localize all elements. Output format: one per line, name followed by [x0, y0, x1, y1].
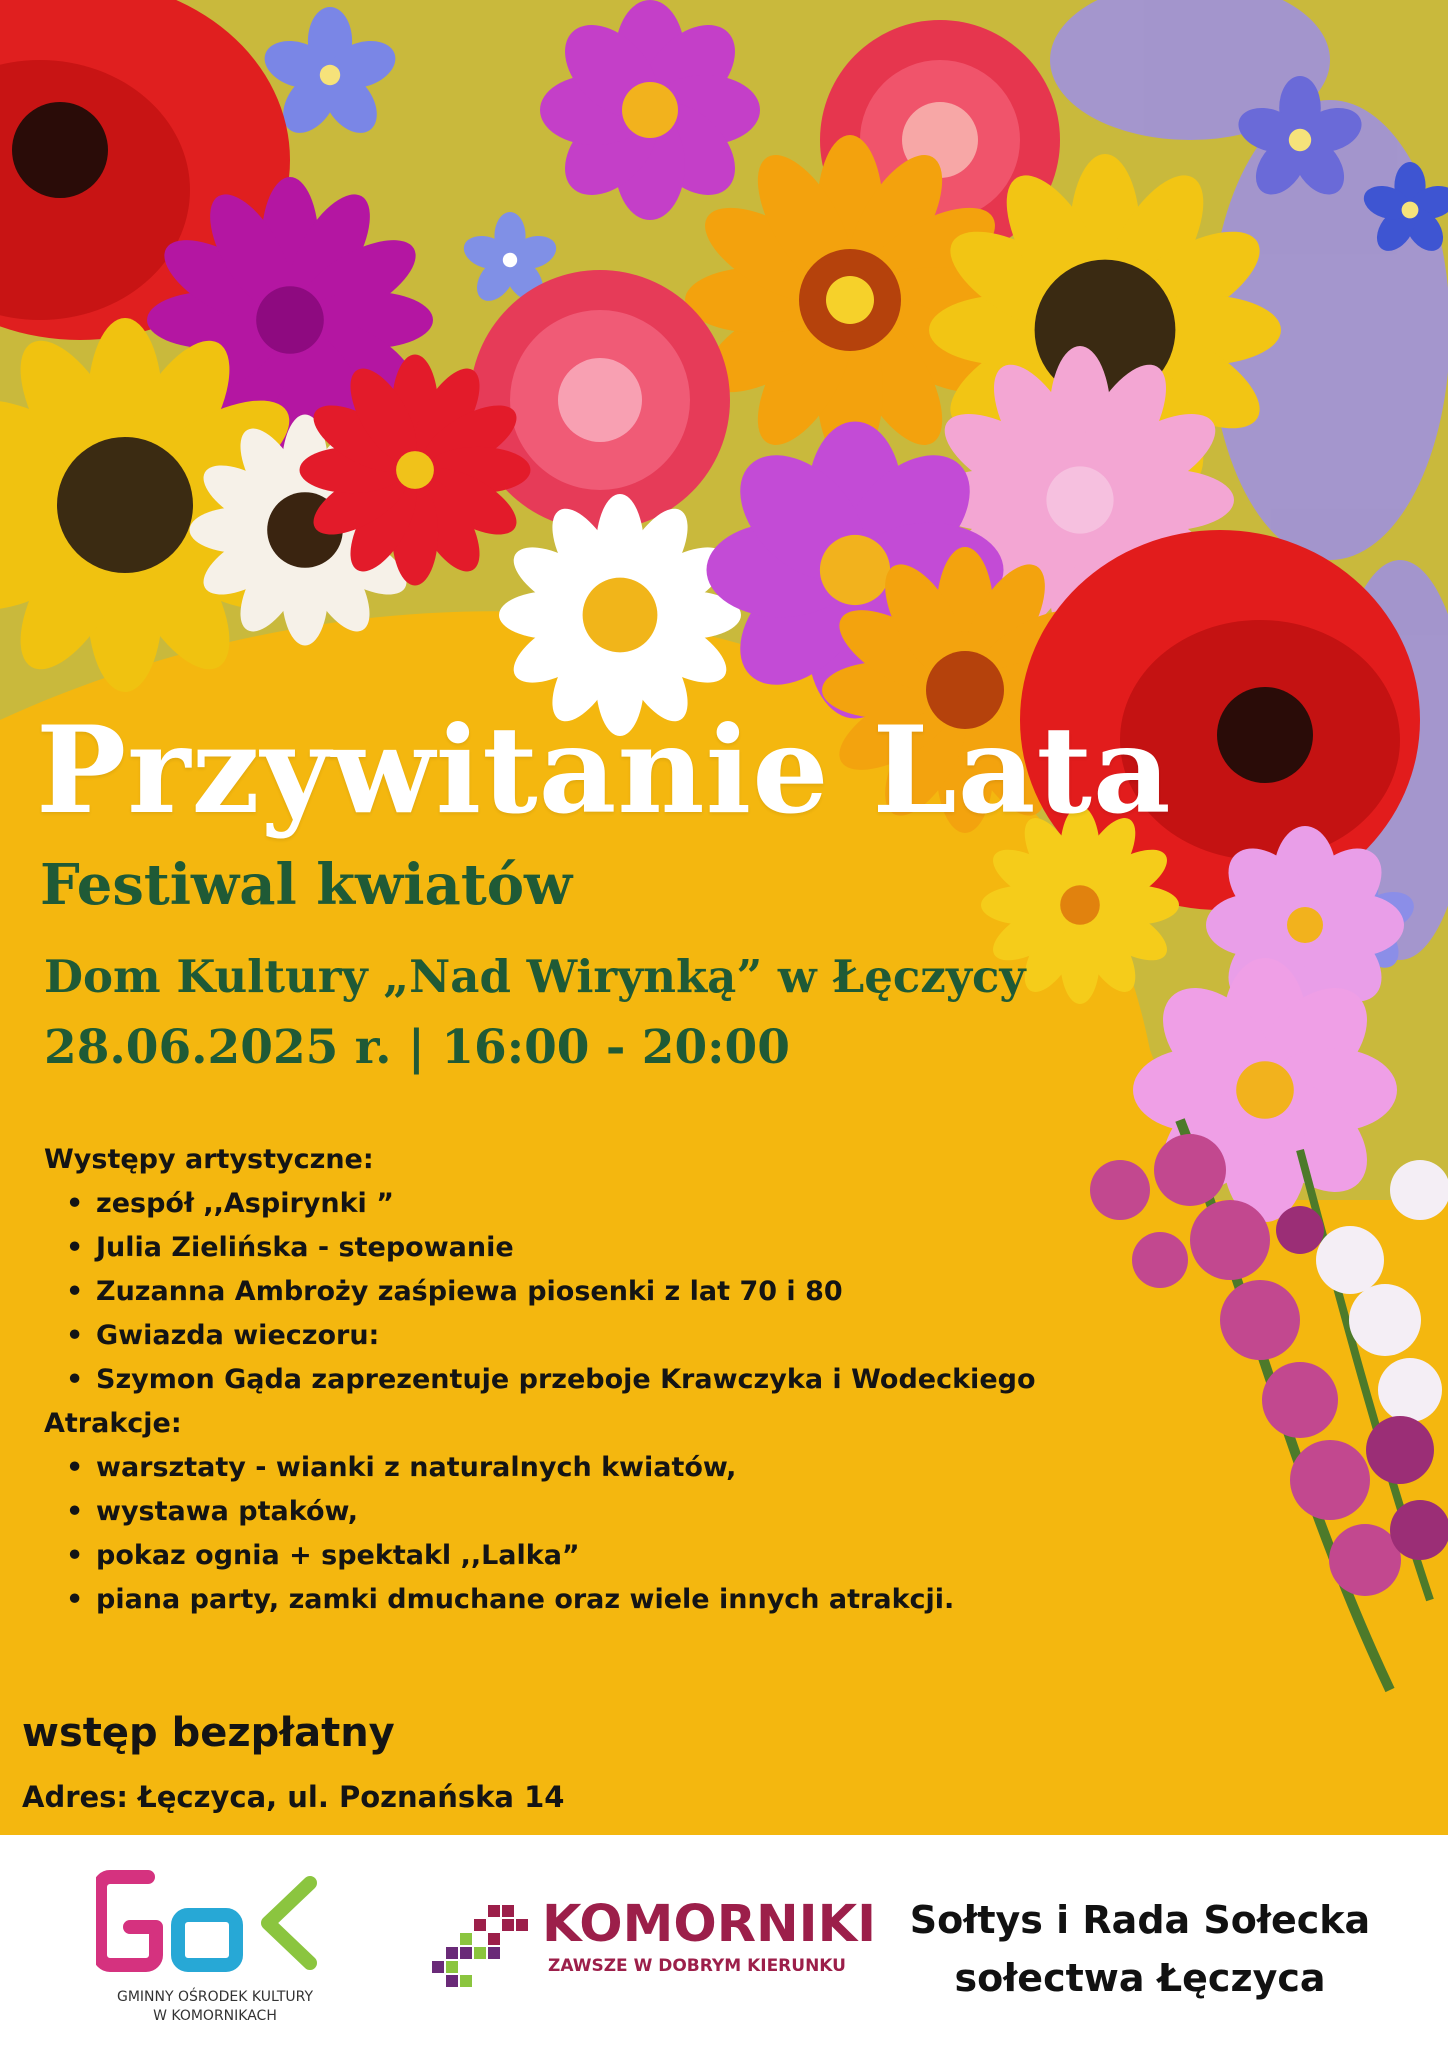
gok-caption: [70, 1988, 360, 2026]
attractions-list: [44, 1446, 1036, 1622]
address-line: Adres: Łęczyca, ul. Poznańska 14: [22, 1780, 565, 1814]
event-title: Przywitanie Lata: [36, 700, 1172, 841]
list-item: • pokaz ognia + spektakl ,,Lalka”: [44, 1534, 1036, 1578]
performances-heading: Występy artystyczne:: [44, 1144, 374, 1175]
soltys-line1: Sołtys i Rada Sołecka: [909, 1898, 1371, 1942]
list-item: • wystawa ptaków,: [44, 1490, 1036, 1534]
event-subtitle: Festiwal kwiatów: [40, 852, 573, 918]
soltys-line2: sołectwa Łęczyca: [954, 1956, 1326, 2000]
attractions-heading: Atrakcje:: [44, 1408, 182, 1439]
free-entry-note: wstęp bezpłatny: [22, 1710, 395, 1756]
list-item: • Szymon Gąda zaprezentuje przeboje Krawczyka i Wodeckiego: [44, 1358, 1036, 1402]
gok-caption-line2: W KOMORNIKACH: [153, 2008, 277, 2024]
gok-logo-icon: [96, 1869, 326, 1975]
date-time-line: 28.06.2025 r. | 16:00 - 20:00: [44, 1020, 790, 1075]
list-item: • zespół ,,Aspirynki ”: [44, 1182, 1036, 1226]
gok-caption-line1: GMINNY OŚRODEK KULTURY: [116, 1989, 314, 2005]
list-item: • piana party, zamki dmuchane oraz wiele innych atrakcji.: [44, 1578, 1036, 1622]
list-item: • Julia Zielińska - stepowanie: [44, 1226, 1036, 1270]
sponsor-footer: [0, 1835, 1448, 2048]
program-section: [44, 1138, 1036, 1622]
komorniki-tagline: ZAWSZE W DOBRYM KIERUNKU: [548, 1956, 846, 1976]
list-item: • warsztaty - wianki z naturalnych kwiatów,: [44, 1446, 1036, 1490]
venue-line: Dom Kultury „Nad Wirynką” w Łęczycy: [44, 950, 1026, 1003]
soltys-council: [880, 1891, 1400, 2007]
list-item: • Zuzanna Ambroży zaśpiewa piosenki z lat 70 i 80: [44, 1270, 1036, 1314]
list-item: • Gwiazda wieczoru:: [44, 1314, 1036, 1358]
komorniki-name: KOMORNIKI: [542, 1895, 877, 1954]
performances-list: [44, 1182, 1036, 1402]
komorniki-mark-icon: [432, 1899, 532, 1999]
